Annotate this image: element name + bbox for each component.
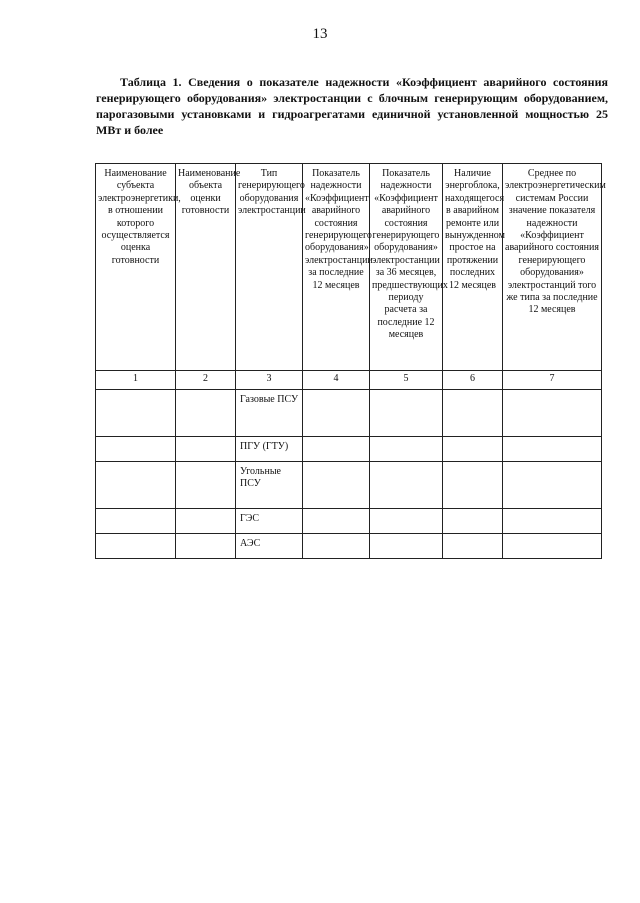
column-number: 1 [96,371,176,390]
table-cell [443,437,503,462]
caption-label: Таблица 1. [120,75,182,89]
table-cell [370,462,443,509]
table-cell [370,437,443,462]
table-cell [176,390,236,437]
table-cell [303,462,370,509]
column-number: 7 [503,371,602,390]
header-cell: Наличие энергоблока, находящегося в аварийном ремонте или вынужденном простое на протяжении последних 12 месяцев [443,164,503,371]
table-cell [176,509,236,534]
table-cell [443,462,503,509]
column-number: 2 [176,371,236,390]
table-cell [303,534,370,559]
table-cell [303,390,370,437]
table-row [96,509,602,534]
column-number: 5 [370,371,443,390]
table-cell [96,509,176,534]
header-cell: Тип генерирующего оборудования электростанции [236,164,303,371]
equipment-type-cell: ПГУ (ГТУ) [236,437,303,462]
table-cell [96,437,176,462]
header-cell: Показатель надежности «Коэффициент аварийного состояния генерирующего оборудования» электростанции за 36 месяцев, предшествующих периоду расчета за последние 12 месяцев [370,164,443,371]
table-caption [96,74,608,138]
table-cell [370,390,443,437]
table-cell [96,534,176,559]
column-number: 4 [303,371,370,390]
column-number: 3 [236,371,303,390]
table-header-row [96,164,602,371]
table-cell [443,534,503,559]
table-cell [443,509,503,534]
reliability-table [95,163,606,559]
table-cell [303,509,370,534]
caption-text: Сведения о показателе надежности «Коэффициент аварийного состояния генерирующего оборудования» электростанции с блочным генерирующим оборудованием, парогазовыми установками и гидроагрегатами единичной установленной мощностью 25 МВт и более [96,75,608,137]
table-cell [176,534,236,559]
equipment-type-cell: Угольные ПСУ [236,462,303,509]
column-number-row [96,371,602,390]
table-cell [176,462,236,509]
page-number: 13 [312,26,328,42]
table-cell [303,437,370,462]
equipment-type-cell: Газовые ПСУ [236,390,303,437]
table-cell [370,509,443,534]
header-cell: Среднее по электроэнергетическим системам России значение показателя надежности «Коэффициент аварийного состояния генерирующего оборудования» электростанций того же типа за последние 12 месяцев [503,164,602,371]
table-cell [370,534,443,559]
table-cell [176,437,236,462]
equipment-type-cell: АЭС [236,534,303,559]
header-cell: Показатель надежности «Коэффициент аварийного состояния генерирующего оборудования» электростанции за последние 12 месяцев [303,164,370,371]
table-row [96,534,602,559]
table-cell [503,437,602,462]
table-cell [96,462,176,509]
table-cell [503,509,602,534]
table-cell [503,390,602,437]
column-number: 6 [443,371,503,390]
table-cell [443,390,503,437]
table-row [96,390,602,437]
table-cell [503,534,602,559]
header-cell: Наименование объекта оценки готовности [176,164,236,371]
table-row [96,462,602,509]
equipment-type-cell: ГЭС [236,509,303,534]
table-cell [503,462,602,509]
header-cell: Наименование субъекта электроэнергетики, в отношении которого осуществляется оценка готовности [96,164,176,371]
table-row [96,437,602,462]
table-cell [96,390,176,437]
